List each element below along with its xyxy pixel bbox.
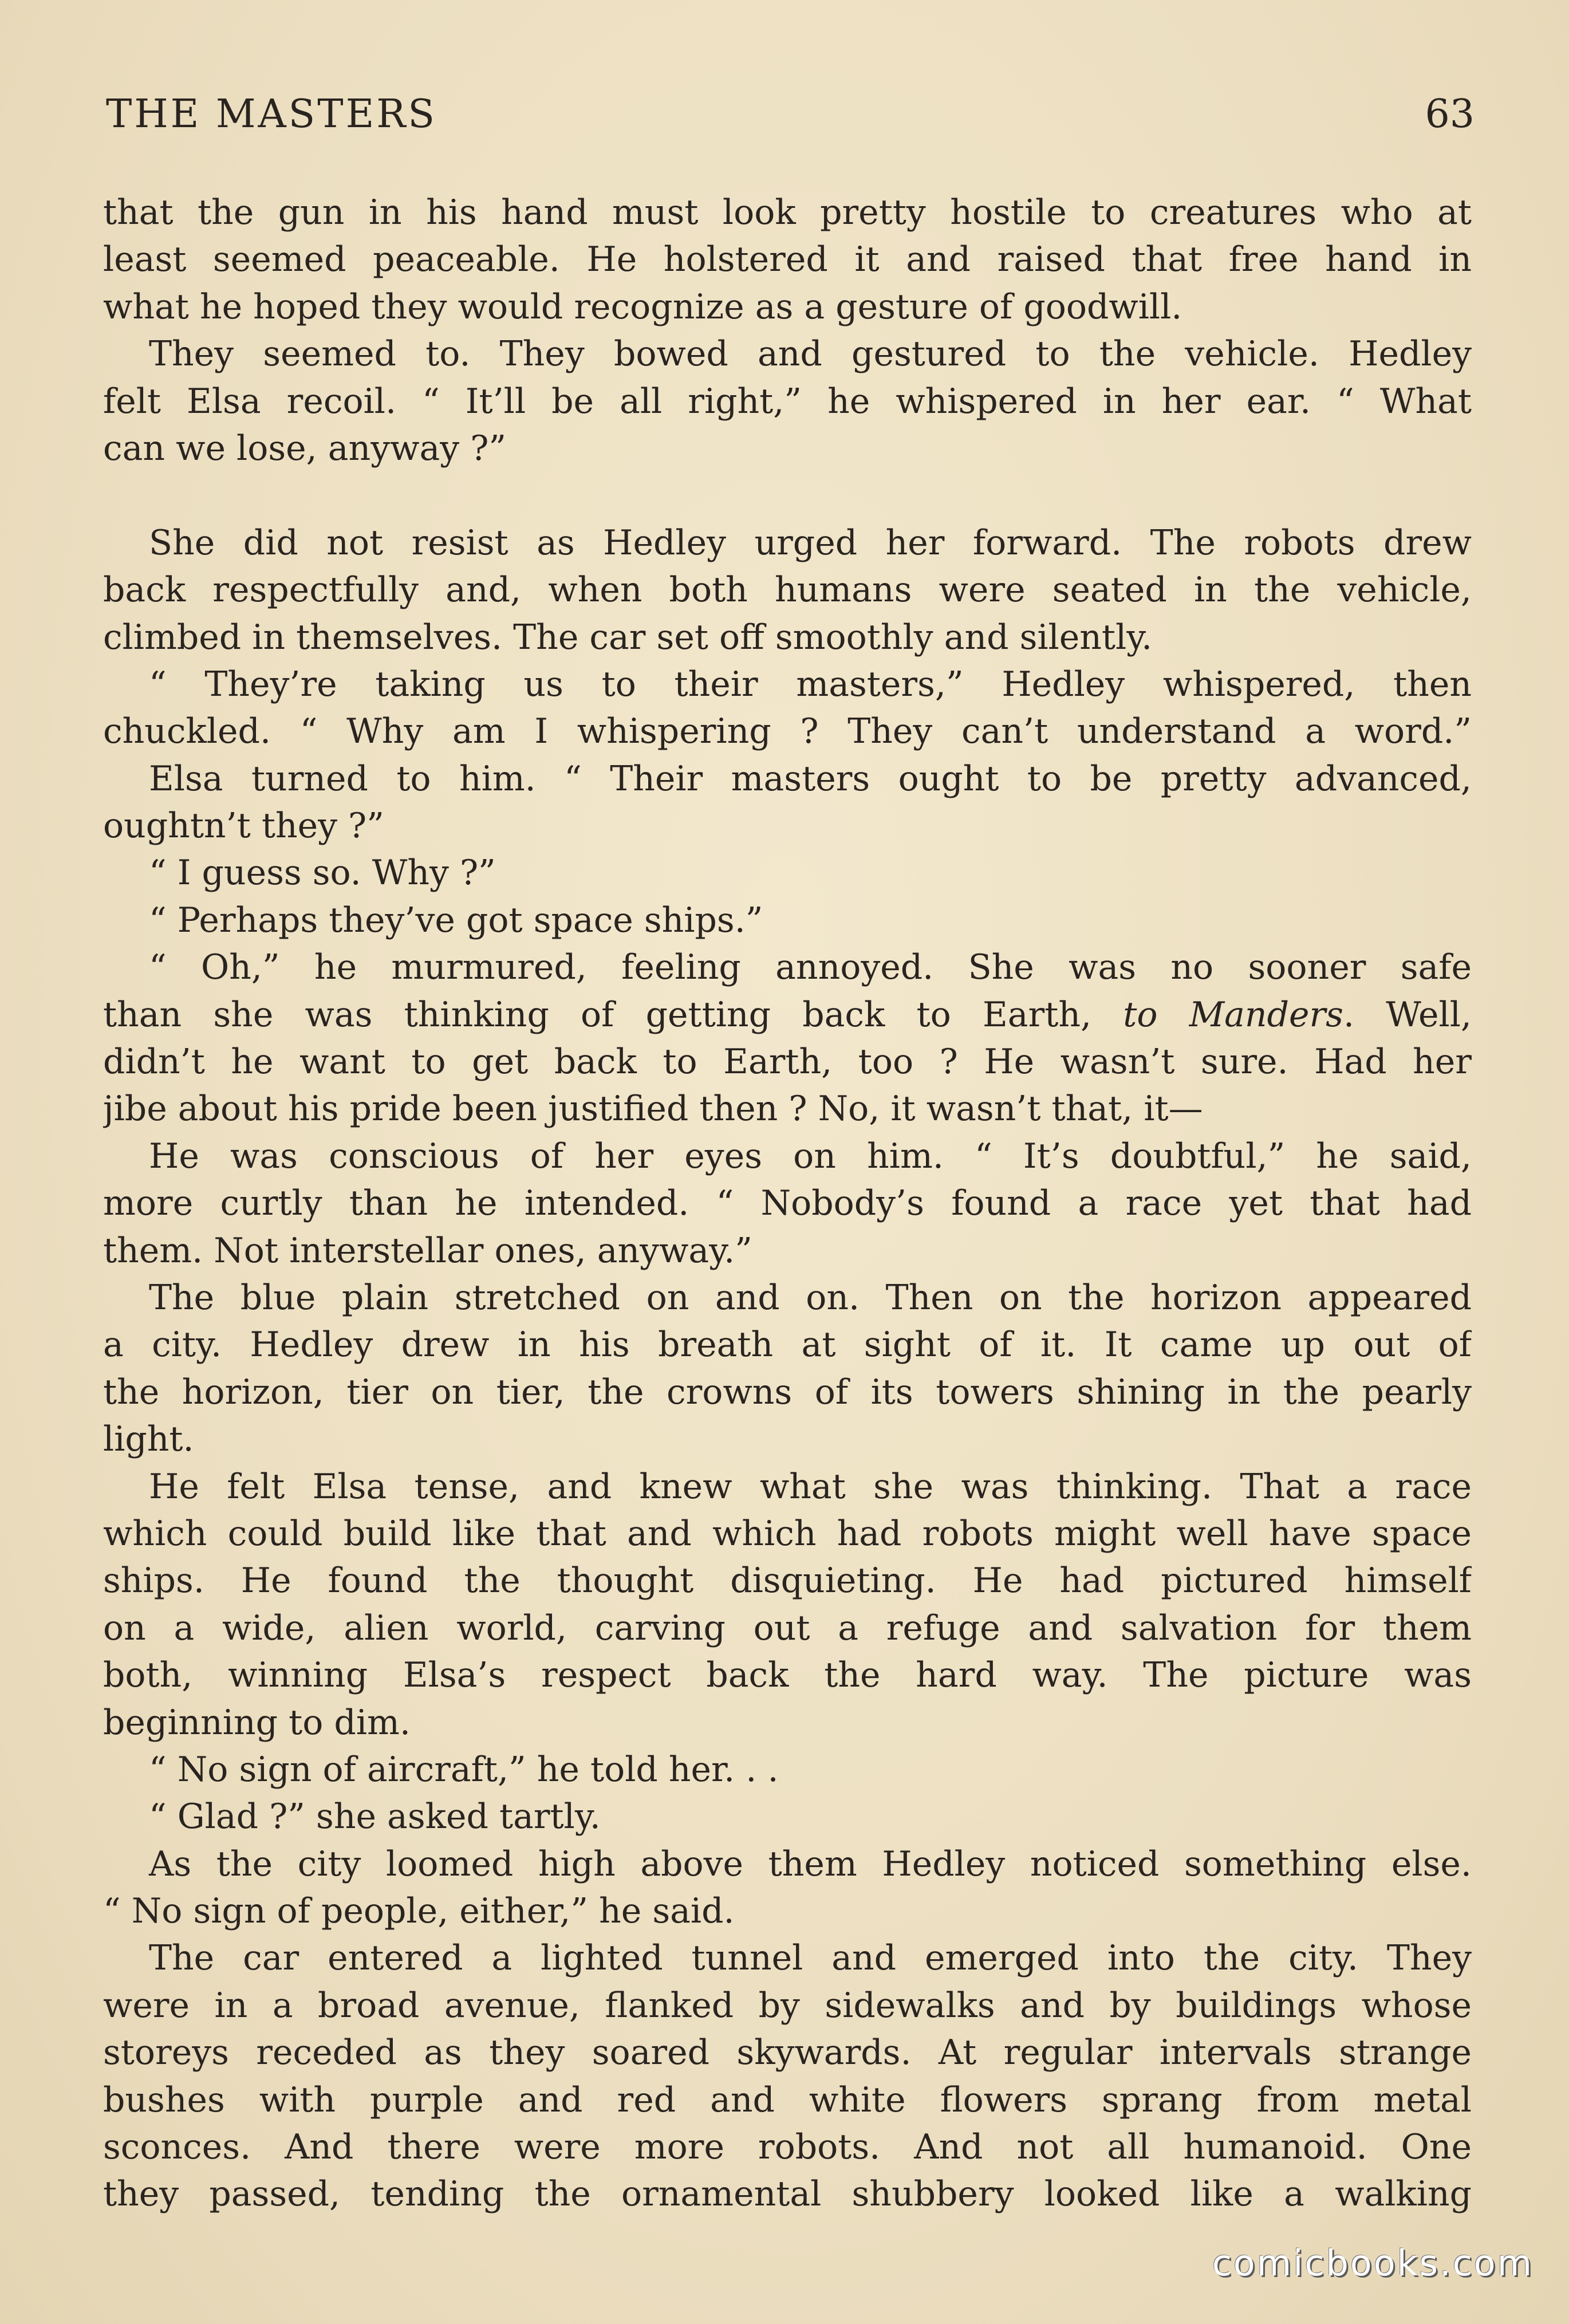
text-line: that the gun in his hand must look pretty hostile to creatures who at xyxy=(103,192,1472,233)
body-text xyxy=(103,189,1472,2218)
text-line: which could build like that and which had robots might well have space xyxy=(103,1513,1472,1554)
text-line: He felt Elsa tense, and knew what she was thinking. That a race xyxy=(149,1466,1472,1507)
text-line: ships. He found the thought disquieting. He had pictured himself xyxy=(103,1561,1472,1601)
text-line: They seemed to. They bowed and gestured to the vehicle. Hedley xyxy=(149,334,1472,375)
text-line: jibe about his pride been justified then ? No, it wasn’t that, it— xyxy=(103,1089,1203,1129)
text-line: light. xyxy=(103,1419,194,1460)
text-line: felt Elsa recoil. “ It’ll be all right,” he whispered in her ear. “ What xyxy=(103,381,1472,422)
text-line: beginning to dim. xyxy=(103,1702,411,1743)
text-line: The blue plain stretched on and on. Then on the horizon appeared xyxy=(149,1277,1472,1318)
text-line: “ No sign of people, either,” he said. xyxy=(103,1891,735,1932)
text-line: than she was thinking of getting back to Earth, to Manders. Well, xyxy=(103,994,1472,1035)
text-line: Elsa turned to him. “ Their masters ought to be pretty advanced, xyxy=(149,758,1472,799)
text-line: didn’t he want to get back to Earth, too ? He wasn’t sure. Had her xyxy=(103,1042,1472,1082)
text-line: them. Not interstellar ones, anyway.” xyxy=(103,1230,752,1271)
text-line: She did not resist as Hedley urged her forward. The robots drew xyxy=(149,522,1472,563)
text-line: chuckled. “ Why am I whispering ? They can’t understand a word.” xyxy=(103,711,1472,752)
text-line: the horizon, tier on tier, the crowns of its towers shining in the pearly xyxy=(103,1372,1472,1412)
text-line: back respectfully and, when both humans were seated in the vehicle, xyxy=(103,570,1472,610)
text-line: can we lose, anyway ?” xyxy=(103,428,507,468)
text-line: oughtn’t they ?” xyxy=(103,806,384,846)
text-line: “ Glad ?” she asked tartly. xyxy=(149,1797,601,1837)
text-line: more curtly than he intended. “ Nobody’s found a race yet that had xyxy=(103,1183,1472,1224)
text-line: “ I guess so. Why ?” xyxy=(149,853,496,893)
text-line: “ They’re taking us to their masters,” Hedley whispered, then xyxy=(149,664,1472,704)
running-title: THE MASTERS xyxy=(106,92,437,137)
text-line: bushes with purple and red and white flowers sprang from metal xyxy=(103,2079,1472,2120)
text-line: storeys receded as they soared skywards. At regular intervals strange xyxy=(103,2032,1472,2073)
text-line: climbed in themselves. The car set off smoothly and silently. xyxy=(103,617,1153,657)
running-head xyxy=(106,86,1475,143)
text-line: “ Perhaps they’ve got space ships.” xyxy=(149,900,763,940)
text-line: He was conscious of her eyes on him. “ It’s doubtful,” he said, xyxy=(149,1136,1472,1176)
text-line: were in a broad avenue, flanked by sidewalks and by buildings whose xyxy=(103,1985,1472,2026)
watermark: comicbooks.com xyxy=(1212,2242,1533,2284)
text-line: least seemed peaceable. He holstered it and raised that free hand in xyxy=(103,239,1472,280)
text-line: what he hoped they would recognize as a gesture of goodwill. xyxy=(103,286,1182,327)
text-line: they passed, tending the ornamental shubbery looked like a walking xyxy=(103,2174,1472,2215)
page-number: 63 xyxy=(1425,92,1475,137)
text-line: “ No sign of aircraft,” he told her. . . xyxy=(149,1749,779,1790)
text-line: on a wide, alien world, carving out a refuge and salvation for them xyxy=(103,1608,1472,1648)
text-line: sconces. And there were more robots. And not all humanoid. One xyxy=(103,2127,1472,2168)
paragraph-gap xyxy=(103,472,1472,519)
text-line: The car entered a lighted tunnel and emerged into the city. They xyxy=(149,1938,1472,1979)
text-line: As the city loomed high above them Hedley noticed something else. xyxy=(149,1844,1472,1884)
text-line: a city. Hedley drew in his breath at sight of it. It came up out of xyxy=(103,1325,1472,1365)
text-line: “ Oh,” he murmured, feeling annoyed. She was no sooner safe xyxy=(149,947,1472,988)
text-line: both, winning Elsa’s respect back the hard way. The picture was xyxy=(103,1655,1472,1696)
